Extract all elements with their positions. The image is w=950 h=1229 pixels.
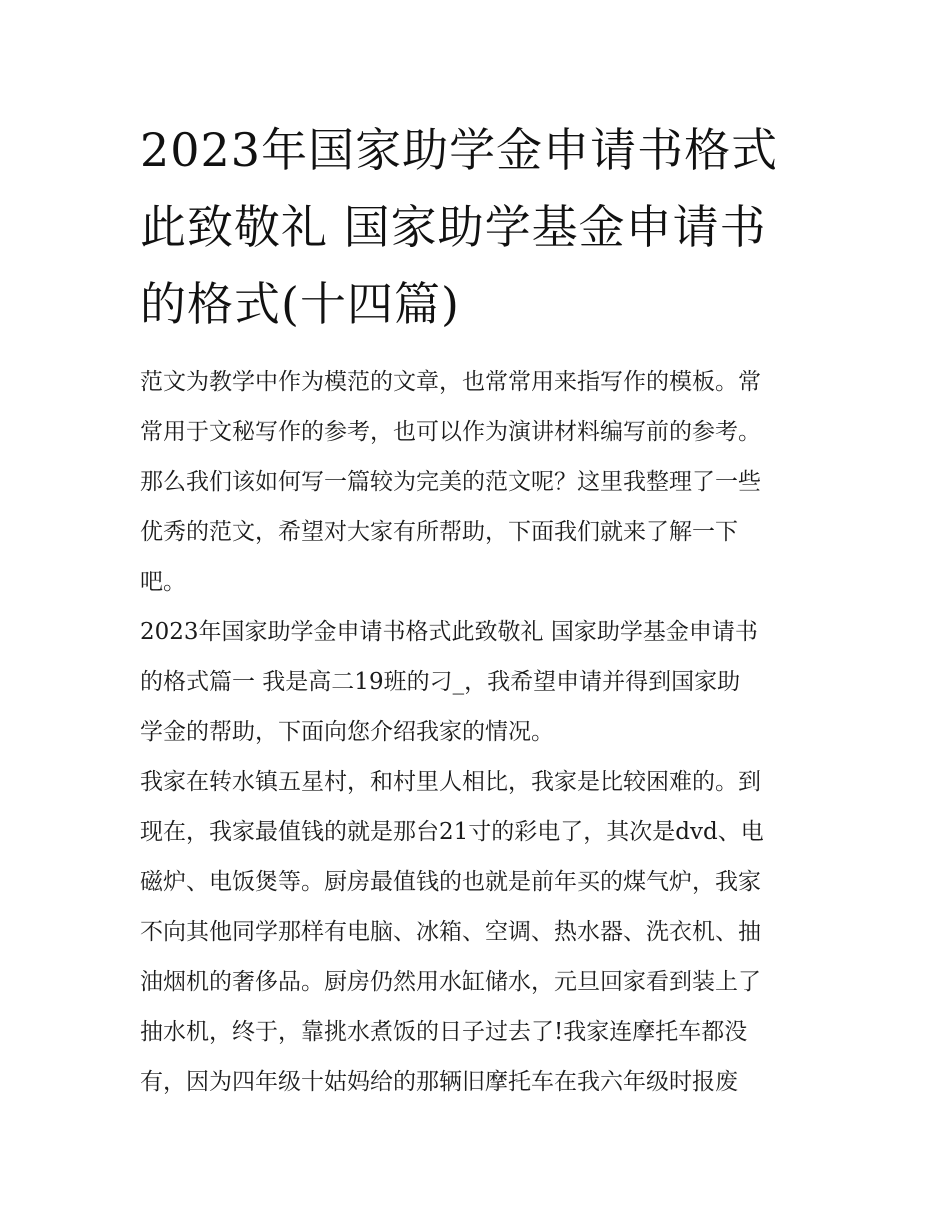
document-body	[140, 357, 820, 1107]
paragraph-line: 吧。	[140, 569, 186, 595]
paragraph-line: 磁炉、电饭煲等。厨房最值钱的也就是前年买的煤气炉，我家	[140, 869, 761, 895]
paragraph-line: 油烟机的奢侈品。厨房仍然用水缸储水，元旦回家看到装上了	[140, 969, 761, 995]
paragraph-line: 那么我们该如何写一篇较为完美的范文呢？这里我整理了一些	[140, 469, 761, 495]
paragraph-line: 常用于文秘写作的参考，也可以作为演讲材料编写前的参考。	[140, 419, 761, 445]
paragraph-line: 抽水机，终于，靠挑水煮饭的日子过去了!我家连摩托车都没	[140, 1019, 748, 1045]
paragraph-line: 有，因为四年级十姑妈给的那辆旧摩托车在我六年级时报废	[140, 1069, 738, 1095]
paragraph-line: 我家在转水镇五星村，和村里人相比，我家是比较困难的。到	[140, 769, 761, 795]
paragraph-line: 不向其他同学那样有电脑、冰箱、空调、热水器、洗衣机、抽	[140, 919, 761, 945]
title-line-2: 此致敬礼 国家助学基金申请书	[140, 200, 767, 254]
title-line-1: 2023年国家助学金申请书格式	[140, 123, 779, 177]
paragraph-section-1-intro	[140, 607, 820, 757]
paragraph-line: 的格式篇一 我是高二19班的刁_，我希望申请并得到国家助	[140, 669, 741, 695]
paragraph-line: 范文为教学中作为模范的文章，也常常用来指写作的模板。常	[140, 369, 761, 395]
paragraph-family-situation	[140, 757, 820, 1107]
paragraph-intro	[140, 357, 820, 607]
paragraph-line: 现在，我家最值钱的就是那台21寸的彩电了，其次是dvd、电	[140, 819, 764, 845]
paragraph-line: 2023年国家助学金申请书格式此致敬礼 国家助学基金申请书	[140, 619, 758, 645]
paragraph-line: 学金的帮助，下面向您介绍我家的情况。	[140, 719, 554, 745]
document-title	[140, 112, 820, 343]
title-line-3: 的格式(十四篇)	[140, 277, 460, 331]
paragraph-line: 优秀的范文，希望对大家有所帮助，下面我们就来了解一下	[140, 519, 738, 545]
